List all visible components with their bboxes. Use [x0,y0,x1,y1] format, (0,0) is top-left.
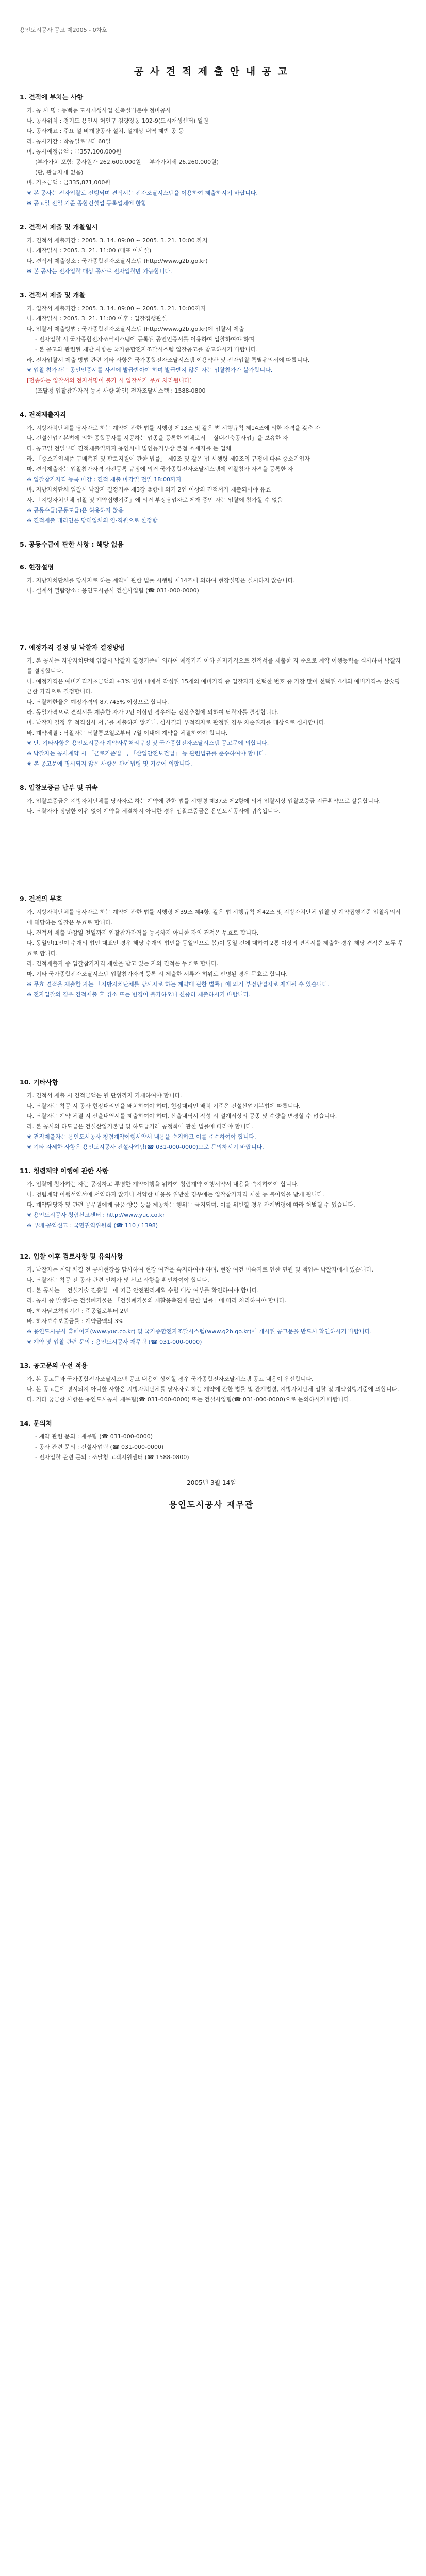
section-s6 [20,562,403,596]
section-line: 라. 견적제출자 중 입찰참가자격 제한을 받고 있는 자의 견적은 무효로 합니다. [27,960,219,967]
section-line: 가. 지방자치단체를 당사자로 하는 계약에 관한 법률 시행령 제39조 제4항, 같은 법 시행규칙 제42조 및 지방자치단체 입찰 및 계약집행기준 입찰유의서에 해당하는 입찰은 무효로 합니다. [27,909,401,926]
section-line: 나. 견적서 제출 마감일 전일까지 입찰참가자격을 등록하지 아니한 자의 견적은 무효로 합니다. [27,929,259,936]
breadcrumb: 용인도시공사 공고 제2005 - 0차호 [20,27,107,33]
section-line: 나. 개찰일시 : 2005. 3. 21. 11:00 (대표 이사실) [27,247,152,254]
section-line: ※ 전자입찰의 경우 견적제출 후 취소 또는 변경이 불가하오니 신중히 제출하시기 바랍니다. [27,991,251,998]
section-line: 가. 본 공사는 지방자치단체 입찰시 낙찰자 결정기준에 의하여 예정가격 이하 최저가격으로 견적서를 제출한 자 순으로 계약 이행능력을 심사하여 낙찰자를 결정합니다. [27,657,401,674]
section-line: ※ 본 공고문에 명시되지 않은 사항은 관계법령 및 기준에 의합니다. [27,760,192,767]
sections-container [20,92,403,1463]
section-line: ※ 공동수급(공동도급)은 허용하지 않음 [27,507,124,514]
section-line: ※ 부패·공익신고 : 국민권익위원회 (☎ 110 / 1398) [27,1222,158,1229]
section-line: 나. 예정가격은 예비가격기초금액의 ±3% 범위 내에서 작성된 15개의 예비가격 중 입찰자가 선택한 번호 중 가장 많이 선택된 4개의 예비가격을 산술평균한 가격으로 결정합니다. [27,678,400,695]
section-line: 가. 입찰보증금은 지방자치단체를 당사자로 하는 계약에 관한 법률 시행령 제37조 제2항에 의거 입찰서상 입찰보증금 지급확약으로 갈음합니다. [27,798,381,804]
section-line: 마. 견적제출자는 입찰참가자격 사전등록 규정에 의거 국가종합전자조달시스템에 입찰참가 자격을 등록한 자 [27,466,293,472]
section-line: 가. 본 공고문과 국가종합전자조달시스템 공고 내용이 상이할 경우 국가종합전자조달시스템 공고 내용이 우선합니다. [27,1376,314,1382]
section-s2 [20,222,403,277]
section-line: ※ 용인도시공사 홈페이지(www.yuc.co.kr) 및 국가종합전자조달시스템(www.g2b.go.kr)에 게시된 공고문을 반드시 확인하시기 바랍니다. [27,1328,372,1335]
section-s5 [20,539,403,549]
section-heading: 1. 견적에 부치는 사항 [20,93,84,101]
section-line: 나. 청렴계약 이행서약서에 서약하지 않거나 서약한 내용을 위반한 경우에는 입찰참가자격 제한 등 불이익을 받게 됩니다. [27,1191,324,1198]
footer-date: 2005년 3월 14일 [187,1479,236,1486]
section-line: 나. 낙찰자는 착공 전 공사 관련 인허가 및 신고 사항을 확인하여야 합니다. [27,1277,209,1283]
page-title: 공 사 견 적 제 출 안 내 공 고 [134,66,289,77]
section-line: ※ 견적제출자는 용인도시공사 청렴계약이행서약서 내용을 숙지하고 이를 준수하여야 합니다. [27,1133,256,1140]
section-line: 라. 「중소기업제품 구매촉진 및 판로지원에 관한 법률」 제9조 및 같은 법 시행령 제9조의 규정에 따른 중소기업자 [27,455,310,462]
section-line: 마. 공사예정금액 : 금357,100,000원 [27,148,122,155]
footer-org: 용인도시공사 재무관 [169,1500,254,1510]
section-heading: 6. 현장설명 [20,563,54,571]
section-line: 라. 본 공사의 하도급은 건설산업기본법 및 하도급거래 공정화에 관한 법률에 따라야 합니다. [27,1123,253,1130]
section-line: 라. 공사 중 발생하는 건설폐기물은 「건설폐기물의 재활용촉진에 관한 법률」에 따라 처리하여야 합니다. [27,1297,287,1304]
section-s1 [20,92,403,209]
section-line: 다. 계약담당자 및 관련 공무원에게 금품·향응 등을 제공하는 행위는 금지되며, 이를 위반할 경우 관계법령에 따라 처벌될 수 있습니다. [27,1201,355,1208]
section-line: [전송하는 입찰서의 전자서명이 불가 시 입찰서가 무효 처리됩니다] [27,377,192,384]
section-line: 바. 기초금액 : 금335,871,000원 [27,179,111,186]
section-line: 나. 공사위치 : 경기도 용인시 처인구 김량장동 102-9(도시재생센터) 일원 [27,117,208,124]
section-line: 마. 낙찰자 결정 후 적격심사 서류를 제출하지 않거나, 심사결과 부적격자로 판정된 경우 차순위자를 대상으로 심사합니다. [27,719,326,726]
section-line: 다. 기타 궁금한 사항은 용인도시공사 재무팀(☎ 031-000-0000) 또는 건설사업팀(☎ 031-000-0000)으로 문의하시기 바랍니다. [27,1396,351,1403]
section-line: 다. 동일인(1인이 수개의 법인 대표인 경우 해당 수개의 법인을 동일인으로 봄)이 동일 건에 대하여 2통 이상의 견적서를 제출한 경우 해당 견적은 모두 무효로 합니다. [27,940,403,957]
section-line: ※ 본 공사는 전자입찰로 진행되며 견적서는 전자조달시스템을 이용하여 제출하시기 바랍니다. [27,190,258,196]
section-heading: 8. 입찰보증금 납부 및 귀속 [20,784,98,791]
section-line: ※ 견적제출 대리인은 당해업체의 임·직원으로 한정함 [27,517,158,524]
section-line: 다. 공사개요 : 주요 설 비개량공사 설치, 설계상 내역 제반 공 등 [27,128,184,134]
section-line: (조달청 입찰참가자격 등록 사항 확인) 전자조달시스템 : 1588-0800 [35,387,206,394]
section-line: 나. 낙찰자는 착공 시 공사 현장대리인을 배치하여야 하며, 현장대리인 배치 기준은 건설산업기본법에 따릅니다. [27,1103,301,1109]
section-s13 [20,1361,403,1405]
section-line: ※ 계약 및 입찰 관련 문의 : 용인도시공사 재무팀 (☎ 031-000-0000) [27,1338,202,1345]
section-line: 바. 지방자치단체 입찰시 낙찰자 결정기준 제3장 ②항에 의거 2인 이상의 견적서가 제출되어야 유효 [27,486,271,493]
section-line: 다. 공고일 전일부터 견적제출일까지 용인시에 법인등기부상 본점 소재지를 둔 업체 [27,445,232,452]
section-line: 마. 하자담보책임기간 : 준공일로부터 2년 [27,1308,129,1314]
section-line: 가. 견적서 제출기간 : 2005. 3. 14. 09:00 ~ 2005. 3. 21. 10:00 까지 [27,237,208,244]
section-s4 [20,410,403,526]
notice-document [20,26,403,1510]
section-line: 바. 하자보수보증금률 : 계약금액의 3% [27,1318,124,1325]
section-line: (부가가치 포함: 공사원가 262,600,000원 + 부가가치세 26,260,000원) [35,159,219,165]
section-s7 [20,642,403,769]
section-s3 [20,290,403,396]
section-line: 가. 낙찰자는 계약 체결 전 공사현장을 답사하여 현장 여건을 숙지하여야 하며, 현장 여건 미숙지로 인한 민원 및 책임은 낙찰자에게 있습니다. [27,1266,373,1273]
section-line: (단, 관급자재 없음) [35,169,84,176]
section-line: 다. 입찰서 제출방법 : 국가종합전자조달시스템 (http://www.g2b.go.kr)에 입찰서 제출 [27,326,244,332]
section-line: 다. 본 공사는 「건설기술 진흥법」에 따른 안전관리계획 수립 대상 여부를 확인하여야 합니다. [27,1287,259,1294]
section-line: ※ 낙찰자는 공사계약 시 「근로기준법」, 「산업안전보건법」 등 관련법규를 준수하여야 합니다. [27,750,266,757]
section-s8 [20,783,403,817]
section-line: 라. 전자입찰서 제출 방법 관련 기타 사항은 국가종합전자조달시스템 이용약관 및 전자입찰 특별유의서에 따릅니다. [27,357,310,363]
section-line: ※ 공고일 전일 기준 종합건설업 등록업체에 한함 [27,200,147,207]
section-line: 가. 지방자치단체를 당사자로 하는 계약에 관한 법률 시행령 제14조에 의하여 현장설명은 실시하지 않습니다. [27,577,295,584]
section-line: 다. 낙찰자는 계약 체결 시 산출내역서를 제출하여야 하며, 산출내역서 작성 시 설계서상의 공종 및 수량을 변경할 수 없습니다. [27,1113,337,1120]
section-heading: 9. 견적의 무효 [20,895,62,903]
section-s10 [20,1077,403,1153]
section-line: - 본 공고와 관련된 제반 사항은 국가종합전자조달시스템 입찰공고를 참고하시기 바랍니다. [35,346,258,353]
section-line: 나. 낙찰자가 정당한 이유 없이 계약을 체결하지 아니한 경우 입찰보증금은 용인도시공사에 귀속됩니다. [27,808,281,815]
section-line: ※ 입찰참가자격 등록 마감 : 견적 제출 마감일 전일 18:00까지 [27,476,182,483]
section-line: ※ 용인도시공사 청렴신고센터 : http://www.yuc.co.kr [27,1212,165,1218]
section-heading: 5. 공동수급에 관한 사항 : 해당 없음 [20,540,124,548]
section-line: 나. 개찰일시 : 2005. 3. 21. 11:00 이후 : 입찰집행관실 [27,315,167,322]
section-line: - 계약 관련 문의 : 재무팀 (☎ 031-000-0000) [35,1433,153,1440]
section-line: 가. 입찰서 제출기간 : 2005. 3. 14. 09:00 ~ 2005. 3. 21. 10:00까지 [27,305,206,312]
section-line: 다. 견적서 제출장소 : 국가종합전자조달시스템 (http://www.g2b.go.kr) [27,258,208,264]
section-heading: 11. 청렴계약 이행에 관한 사항 [20,1167,109,1175]
section-line: 나. 본 공고문에 명시되지 아니한 사항은 지방자치단체를 당사자로 하는 계약에 관한 법률 및 관계법령, 지방자치단체 입찰 및 계약집행기준에 의합니다. [27,1386,399,1393]
section-line: - 전자입찰 관련 문의 : 조달청 고객지원센터 (☎ 1588-0800) [35,1454,189,1461]
section-line: 가. 지방자치단체를 당사자로 하는 계약에 관한 법률 시행령 제13조 및 같은 법 시행규칙 제14조에 의한 자격을 갖춘 자 [27,425,321,431]
section-line: 가. 공 사 명 : 동백동 도시재생사업 신축설비분야 정비공사 [27,107,171,114]
section-line: 바. 계약체결 : 낙찰자는 낙찰통보일로부터 7일 이내에 계약을 체결하여야 합니다. [27,730,228,736]
section-heading: 3. 견적서 제출 및 개찰 [20,291,86,299]
section-line: ※ 입찰 참가자는 공인인증서를 사전에 발급받아야 하며 발급받지 않은 자는 입찰참가가 불가합니다. [27,367,273,374]
section-heading: 13. 공고문의 우선 적용 [20,1362,88,1369]
section-line: 라. 공사기간 : 착공일로부터 60일 [27,138,111,145]
section-s11 [20,1166,403,1231]
section-line: 사. 「지방자치단체 입찰 및 계약집행기준」에 의거 부정당업자로 제재 중인 자는 입찰에 참가할 수 없음 [27,497,283,503]
section-line: ※ 기타 자세한 사항은 용인도시공사 건설사업팀(☎ 031-000-0000)으로 문의하시기 바랍니다. [27,1144,264,1150]
section-heading: 4. 견적제출자격 [20,411,67,418]
section-heading: 2. 견적서 제출 및 개찰일시 [20,223,98,231]
section-line: ※ 본 공사는 전자입찰 대상 공사로 전자입찰만 가능합니다. [27,268,172,275]
section-line: 마. 기타 국가종합전자조달시스템 입찰참가자격 등록 시 제출한 서류가 허위로 판명된 경우 무효로 합니다. [27,971,288,977]
section-heading: 10. 기타사항 [20,1078,58,1086]
section-line: ※ 무효 견적을 제출한 자는 「지방자치단체를 당사자로 하는 계약에 관한 법률」에 의거 부정당업자로 제재될 수 있습니다. [27,981,330,988]
section-heading: 7. 예정가격 결정 및 낙찰자 결정방법 [20,643,125,651]
section-s12 [20,1251,403,1347]
section-s9 [20,894,403,1000]
section-line: 가. 견적서 제출 시 견적금액은 원 단위까지 기재하여야 합니다. [27,1092,182,1099]
section-s14 [20,1418,403,1463]
section-line: 나. 건설산업기본법에 의한 종합공사를 시공하는 업종을 등록한 업체로서 「실내건축공사업」을 보유한 자 [27,435,288,442]
section-line: ※ 단, 기타사항은 용인도시공사 계약사무처리규정 및 국가종합전자조달시스템 공고문에 의합니다. [27,740,269,747]
section-heading: 12. 입찰 이후 검토사항 및 유의사항 [20,1252,123,1260]
section-line: 다. 낙찰하한율은 예정가격의 87.745% 이상으로 합니다. [27,699,169,705]
section-line: 나. 설계서 열람장소 : 용인도시공사 건설사업팀 (☎ 031-000-0000) [27,587,199,594]
section-line: 라. 동일가격으로 견적서를 제출한 자가 2인 이상인 경우에는 전산추첨에 의하여 낙찰자를 결정합니다. [27,709,279,716]
section-line: - 공사 관련 문의 : 건설사업팀 (☎ 031-000-0000) [35,1444,164,1450]
section-line: - 전자입찰 시 국가종합전자조달시스템에 등록된 공인인증서를 이용하여 입찰하여야 하며 [35,336,255,343]
section-heading: 14. 문의처 [20,1419,52,1427]
section-line: 가. 입찰에 참가하는 자는 공정하고 투명한 계약이행을 위하여 청렴계약 이행서약서 내용을 숙지하여야 합니다. [27,1181,299,1188]
